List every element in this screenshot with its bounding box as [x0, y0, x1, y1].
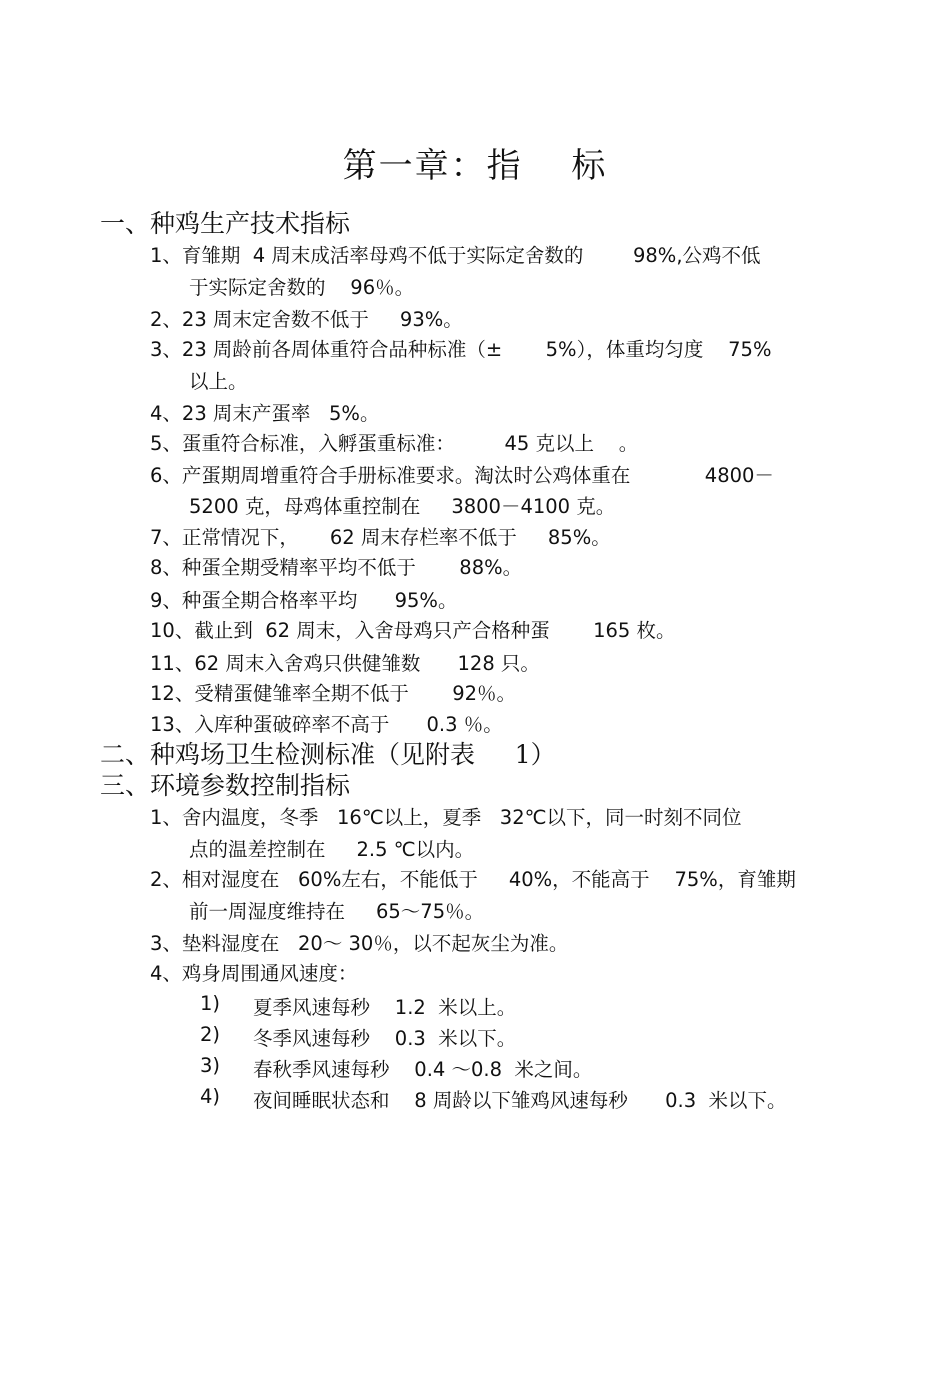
- list-item-5: 5、蛋重符合标准，入孵蛋重标准： 45 克以上 。: [150, 432, 639, 455]
- wind-item-3-text: 春秋季风速每秒 0.4 ～0.8 米之间。: [253, 1058, 593, 1081]
- list-item-8: 8、种蛋全期受精率平均不低于 88%。: [150, 556, 523, 579]
- section-heading-hygiene: 二、种鸡场卫生检测标准（见附表 1）: [100, 740, 556, 769]
- list-item-13: 13、入库种蛋破碎率不高于 0.3 ％。: [150, 713, 503, 736]
- list-item-11: 11、62 周末入舍鸡只供健雏数 128 只。: [150, 652, 540, 675]
- list-item-1: 1、育雏期 4 周末成活率母鸡不低于实际定舍数的 98%,公鸡不低: [150, 244, 761, 267]
- list-item-12: 12、受精蛋健雏率全期不低于 92％。: [150, 682, 517, 705]
- list-item-4: 4、23 周末产蛋率 5%。: [150, 402, 380, 425]
- wind-item-4-text: 夜间睡眠状态和 8 周龄以下雏鸡风速每秒 0.3 米以下。: [253, 1089, 787, 1112]
- section-heading-production: 一、种鸡生产技术指标: [100, 209, 351, 238]
- list-item-3-cont: 以上。: [189, 370, 248, 393]
- wind-item-2-text: 冬季风速每秒 0.3 米以下。: [253, 1027, 517, 1050]
- wind-item-4-number: 4): [200, 1085, 221, 1108]
- wind-item-3-number: 3): [200, 1054, 221, 1077]
- wind-item-1-text: 夏季风速每秒 1.2 米以上。: [253, 996, 517, 1019]
- wind-item-1-number: 1): [200, 992, 221, 1015]
- list-item-1-cont: 于实际定舍数的 96％。: [189, 276, 415, 299]
- env-item-4: 4、鸡身周围通风速度：: [150, 962, 358, 985]
- chapter-title: 第一章：指 标: [342, 146, 608, 186]
- list-item-6-cont: 5200 克，母鸡体重控制在 3800－4100 克。: [189, 495, 616, 518]
- env-item-1-cont: 点的温差控制在 2.5 ℃以内。: [189, 838, 475, 861]
- list-item-6: 6、产蛋期周增重符合手册标准要求。淘汰时公鸡体重在 4800－: [150, 464, 774, 487]
- env-item-1: 1、舍内温度，冬季 16℃以上，夏季 32℃以下，同一时刻不同位: [150, 806, 742, 829]
- list-item-3: 3、23 周龄前各周体重符合品种标准（± 5%），体重均匀度 75%: [150, 338, 772, 361]
- env-item-2-cont: 前一周湿度维持在 65～75％。: [189, 900, 485, 923]
- env-item-2: 2、相对湿度在 60%左右，不能低于 40%，不能高于 75%，育雏期: [150, 868, 796, 891]
- wind-item-2-number: 2): [200, 1023, 221, 1046]
- env-item-3: 3、垫料湿度在 20～ 30％，以不起灰尘为准。: [150, 932, 569, 955]
- section-heading-environment: 三、环境参数控制指标: [100, 771, 351, 800]
- list-item-10: 10、截止到 62 周末，入舍母鸡只产合格种蛋 165 枚。: [150, 619, 676, 642]
- list-item-7: 7、正常情况下， 62 周末存栏率不低于 85%。: [150, 526, 611, 549]
- list-item-9: 9、种蛋全期合格率平均 95%。: [150, 589, 458, 612]
- list-item-2: 2、23 周末定舍数不低于 93%。: [150, 308, 463, 331]
